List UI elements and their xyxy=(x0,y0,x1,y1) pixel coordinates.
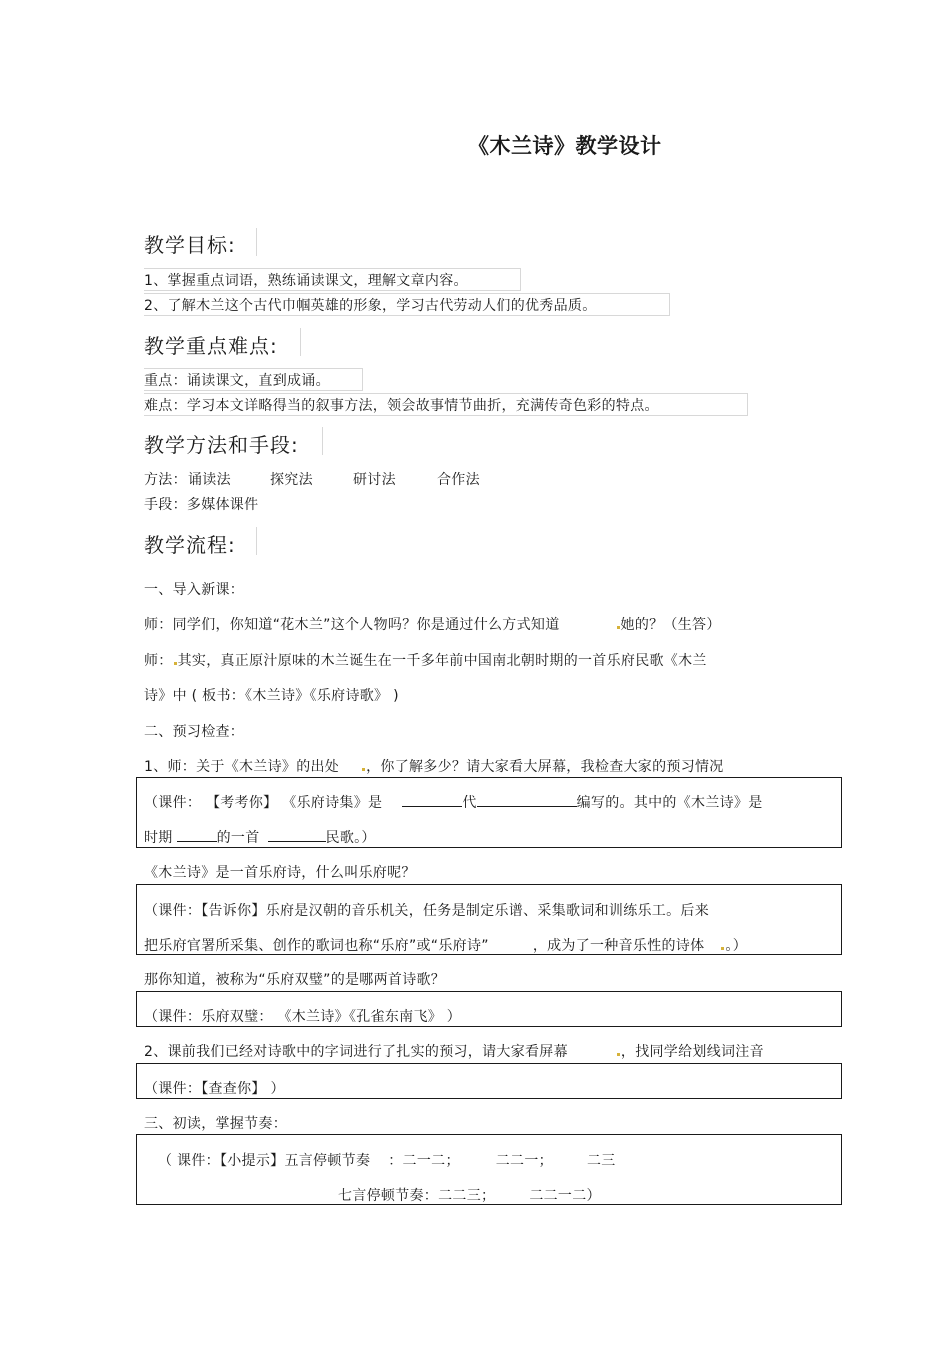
text: 二二一； xyxy=(495,1153,553,1169)
section-heading-objectives: 教学目标: xyxy=(144,233,236,257)
text: 把乐府官署所采集、创作的歌词也称“乐府”或“乐府诗” xyxy=(144,938,489,954)
text: 代 xyxy=(462,795,477,811)
section-heading-process: 教学流程: xyxy=(144,533,236,557)
fill-blank[interactable] xyxy=(268,827,326,842)
paragraph xyxy=(144,614,721,634)
text: 2、课前我们已经对诗歌中的字词进行了扎实的预习，请大家看屏幕 xyxy=(144,1044,568,1060)
fill-blank[interactable] xyxy=(177,827,217,842)
text: 七言停顿节奏：二二三； xyxy=(338,1188,496,1204)
section-heading-key-points: 教学重点难点: xyxy=(144,334,278,358)
box-line xyxy=(144,827,376,847)
box-line xyxy=(144,792,763,812)
divider xyxy=(256,228,257,256)
divider xyxy=(300,328,301,356)
method-item: 研讨法 xyxy=(353,472,396,488)
box-line xyxy=(144,935,747,955)
method-item: 诵读法 xyxy=(188,472,231,488)
paragraph: 那你知道，被称为“乐府双璧”的是哪两首诗歌？ xyxy=(144,972,446,988)
fill-blank[interactable] xyxy=(477,792,577,807)
text: 民歌。） xyxy=(325,830,376,846)
step-heading: 三、初读，掌握节奏： xyxy=(144,1116,287,1132)
text: 时期 xyxy=(144,830,173,846)
text: 其实，真正原汁原味的木兰诞生在一千多年前中国南北朝时期的一首乐府民歌《木兰 xyxy=(177,653,707,669)
box-line: （课件：【查查你】 ） xyxy=(144,1081,285,1097)
key-point-difficulty: 难点：学习本文详略得当的叙事方法，领会故事情节曲折，充满传奇色彩的特点。 xyxy=(144,398,659,414)
text: （课件： 【考考你】 《乐府诗集》是 xyxy=(144,795,383,811)
step-heading: 一、导入新课： xyxy=(144,582,245,598)
objective-item: 2、了解木兰这个古代巾帼英雄的形象，学习古代劳动人们的优秀品质。 xyxy=(144,298,597,314)
text: 编写的。其中的《木兰诗》是 xyxy=(576,795,763,811)
text: ，找同学给划线词注音 xyxy=(620,1044,764,1060)
text: 师： xyxy=(144,653,173,669)
box-line: （课件：乐府双璧： 《木兰诗》《孔雀东南飞》 ） xyxy=(144,1009,462,1025)
text: ，成为了一种音乐性的诗体 xyxy=(532,938,705,954)
marker xyxy=(174,662,177,665)
marker xyxy=(362,768,365,771)
method-item: 合作法 xyxy=(437,472,480,488)
box-line xyxy=(158,1150,616,1170)
text: ，你了解多少？请大家看大屏幕，我检查大家的预习情况 xyxy=(366,759,724,775)
text: ：二一二； xyxy=(388,1153,460,1169)
text: 她的？（生答） xyxy=(620,617,721,633)
marker xyxy=(617,626,620,629)
marker xyxy=(617,1053,620,1056)
section-heading-methods: 教学方法和手段: xyxy=(144,433,299,457)
paragraph xyxy=(144,756,724,776)
box-line xyxy=(338,1185,601,1205)
text: 1、师：关于《木兰诗》的出处 xyxy=(144,759,340,775)
text: （ 课件：【小提示】五言停顿节奏 xyxy=(158,1153,371,1169)
paragraph xyxy=(144,650,707,670)
paragraph: 诗》中 ( 板书：《木兰诗》《乐府诗歌》 ) xyxy=(144,688,399,704)
text: 的一首 xyxy=(216,830,260,846)
key-point-focus: 重点：诵读课文，直到成诵。 xyxy=(144,373,330,389)
paragraph xyxy=(144,1041,764,1061)
divider xyxy=(256,527,257,555)
divider xyxy=(322,427,323,455)
box-line: （课件：【告诉你】乐府是汉朝的音乐机关，任务是制定乐谱、采集歌词和训练乐工。后来 xyxy=(144,903,709,919)
step-heading: 二、预习检查： xyxy=(144,724,245,740)
means-line: 手段：多媒体课件 xyxy=(144,497,259,513)
marker xyxy=(721,947,724,950)
text: 。） xyxy=(725,938,748,954)
fill-blank[interactable] xyxy=(402,792,462,807)
paragraph: 《木兰诗》是一首乐府诗，什么叫乐府呢？ xyxy=(144,865,416,881)
methods-label: 方法： xyxy=(144,472,187,488)
text: 二二一二） xyxy=(529,1188,601,1204)
method-item: 探究法 xyxy=(270,472,313,488)
objective-item: 1、掌握重点词语，熟练诵读课文，理解文章内容。 xyxy=(144,273,468,289)
text: 师：同学们，你知道“花木兰”这个人物吗？你是通过什么方式知道 xyxy=(144,617,560,633)
text: 二三 xyxy=(586,1153,616,1169)
page-title: 《木兰诗》教学设计 xyxy=(468,134,662,158)
